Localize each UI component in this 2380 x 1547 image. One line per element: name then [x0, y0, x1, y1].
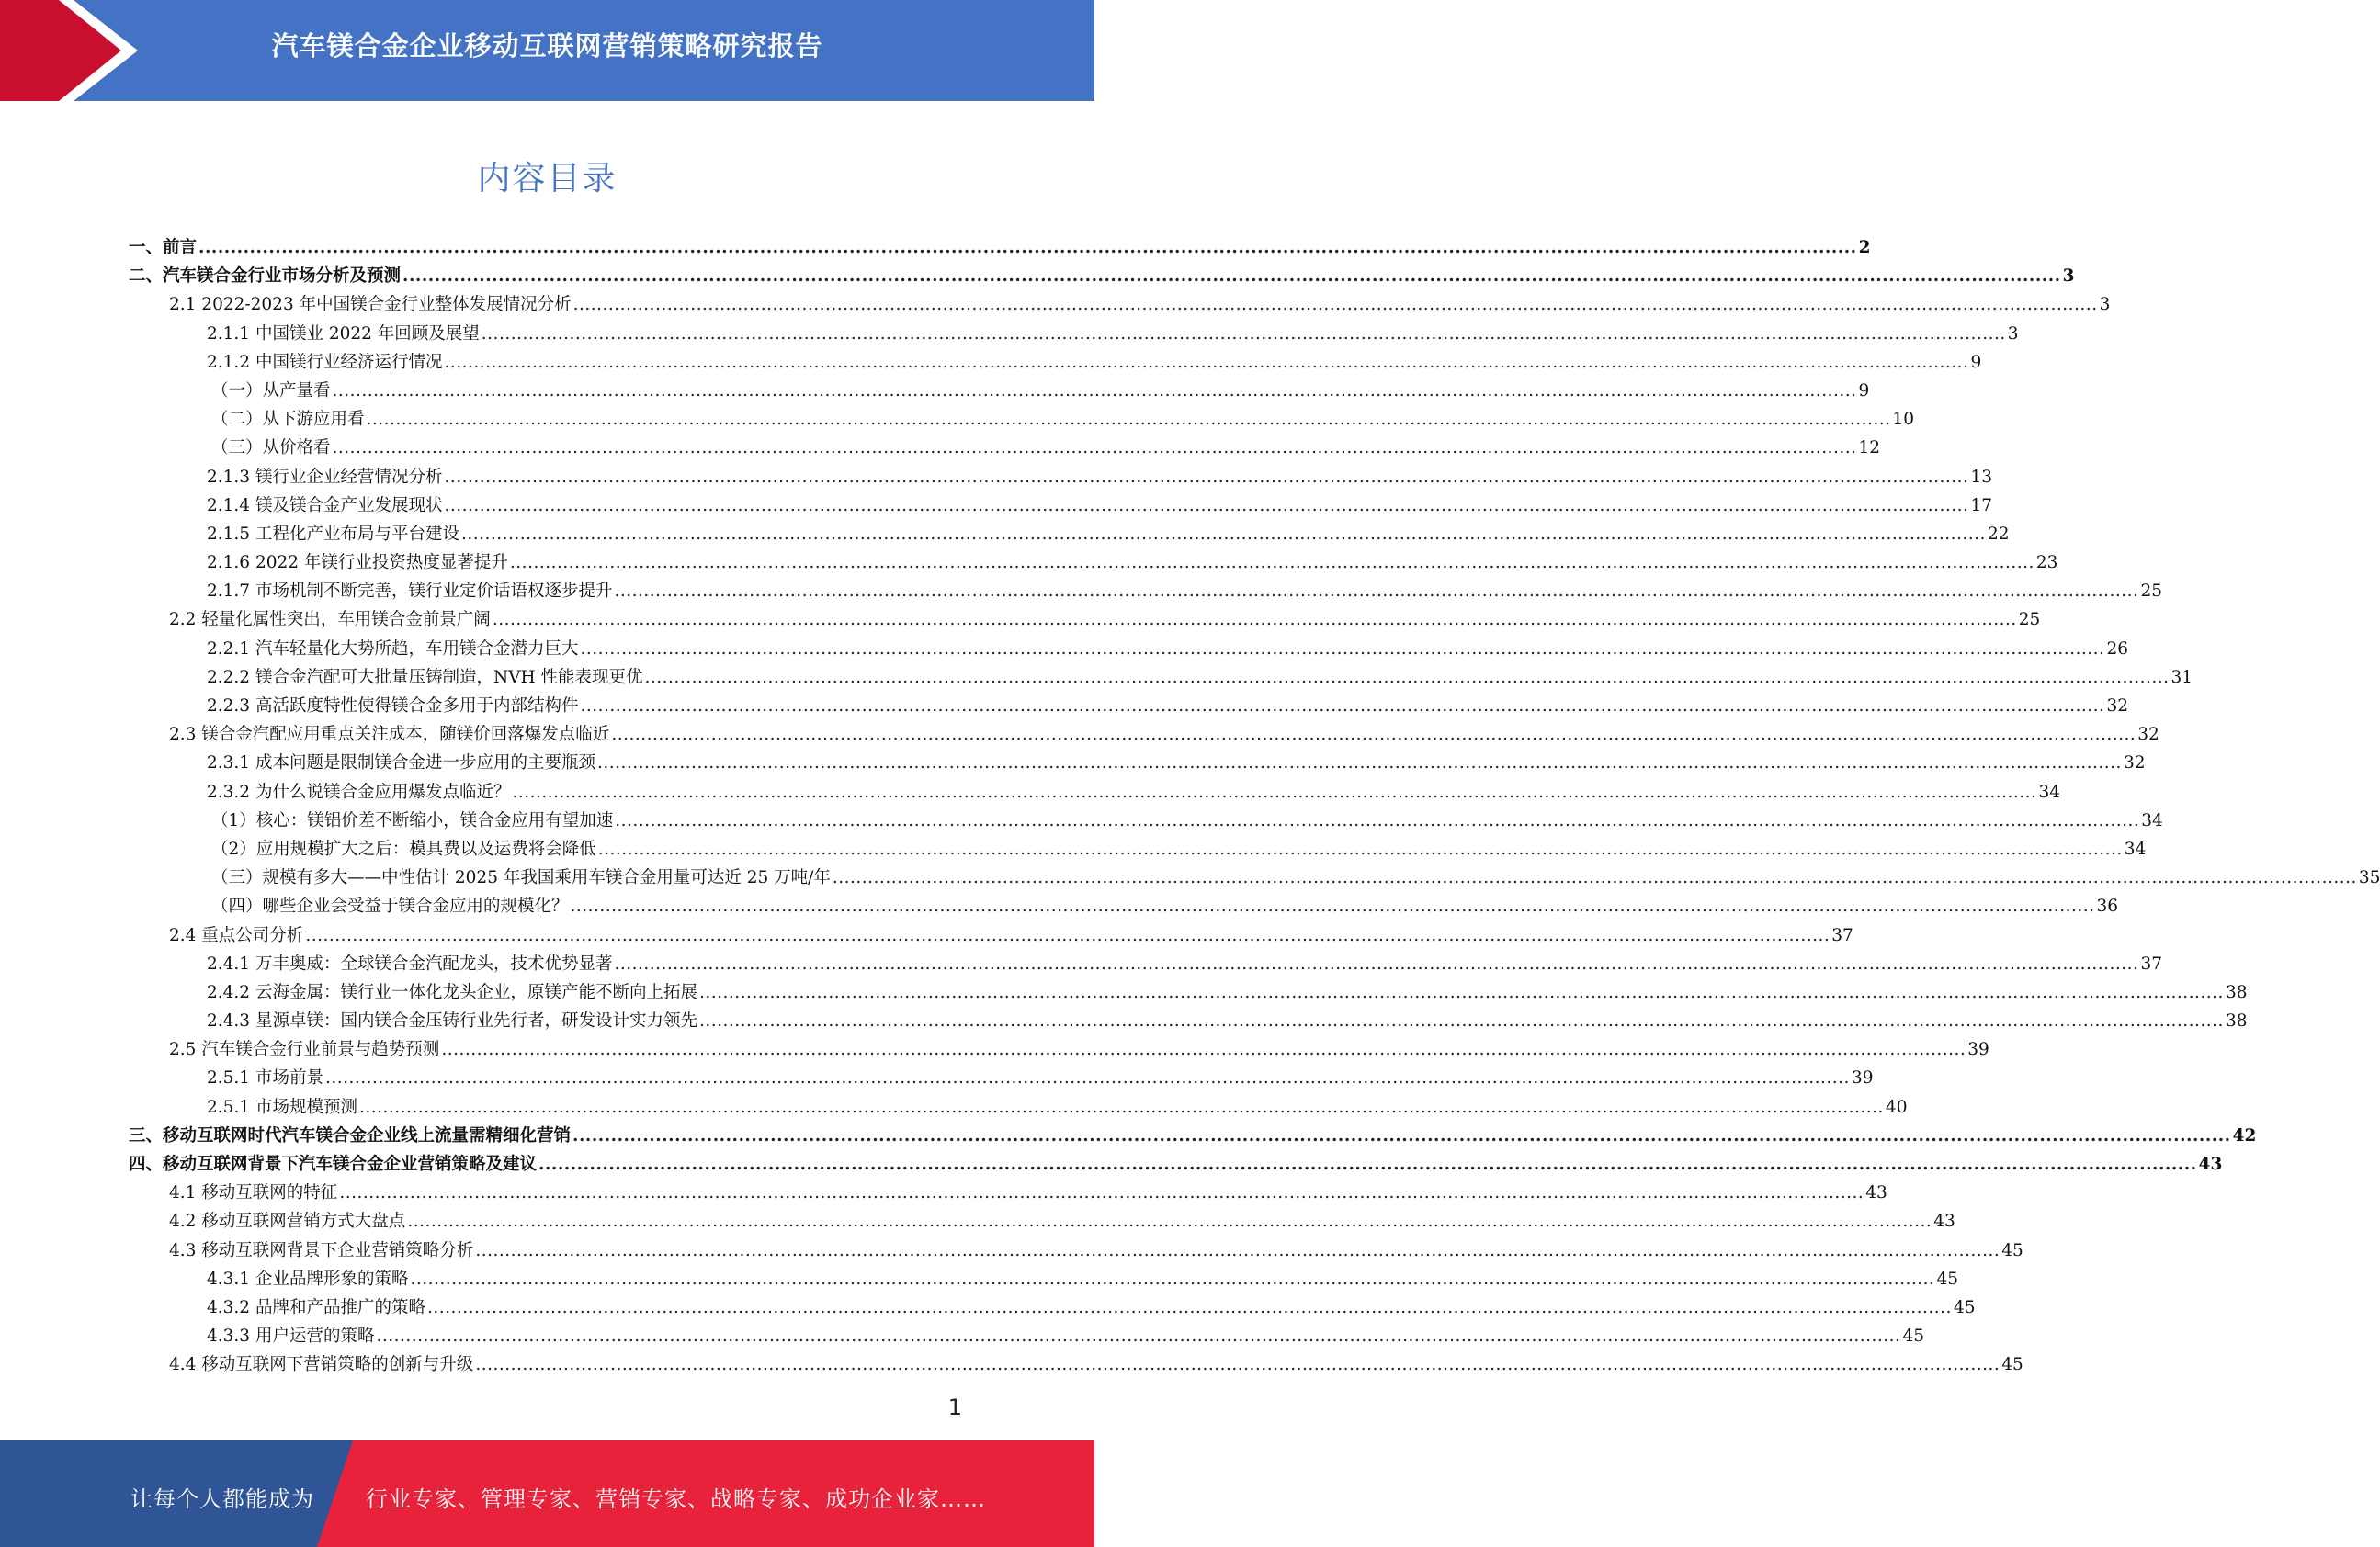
- toc-entry-label: 4.3.1 企业品牌形象的策略: [207, 1269, 409, 1289]
- toc-entry-label: 2.1.3 镁行业企业经营情况分析: [207, 467, 443, 487]
- toc-dot-leader: ....................................................................................................................................................................................................................................................................: [332, 438, 1857, 458]
- footer-slogan-right: 行业专家、管理专家、营销专家、战略专家、成功企业家……: [366, 1486, 986, 1512]
- toc-entry-label: 4.3.2 品牌和产品推广的策略: [207, 1297, 425, 1317]
- toc-entry-page: 38: [2225, 1011, 2248, 1032]
- toc-entry-page: 32: [2123, 753, 2146, 774]
- toc-dot-leader: ....................................................................................................................................................................................................................................................................: [492, 610, 2017, 630]
- toc-entry-page: 31: [2170, 667, 2193, 687]
- toc-entry-page: 25: [2140, 582, 2162, 602]
- toc-entry[interactable]: [129, 663, 2193, 692]
- page-header: [0, 0, 1094, 101]
- toc-entry[interactable]: [129, 1150, 2223, 1179]
- toc-entry-page: 32: [2137, 725, 2159, 745]
- toc-entry-label: 4.1 移动互联网的特征: [169, 1183, 338, 1203]
- toc-entry[interactable]: [129, 548, 2058, 577]
- toc-entry-label: 2.2.1 汽车轻量化大势所趋，车用镁合金潜力巨大: [207, 638, 579, 659]
- toc-dot-leader: ....................................................................................................................................................................................................................................................................: [410, 1269, 1935, 1289]
- toc-entry-label: 2.2.2 镁合金汽配可大批量压铸制造，NVH 性能表现更优: [207, 667, 643, 687]
- toc-entry-label: 2.3 镁合金汽配应用重点关注成本，随镁价回落爆发点临近: [169, 725, 610, 745]
- toc-entry-page: 12: [1858, 438, 1881, 458]
- toc-heading: 内容目录: [477, 160, 618, 198]
- toc-entry[interactable]: [129, 1093, 1908, 1122]
- toc-entry[interactable]: [129, 348, 1982, 377]
- toc-entry-page: 35: [2358, 868, 2380, 888]
- toc-dot-leader: ....................................................................................................................................................................................................................................................................: [572, 295, 2098, 315]
- toc-entry[interactable]: [129, 921, 1853, 950]
- toc-dot-leader: ....................................................................................................................................................................................................................................................................: [426, 1297, 1952, 1317]
- toc-entry-label: （1）核心：镁铝价差不断缩小，镁合金应用有望加速: [211, 810, 614, 830]
- toc-entry-label: 2.1.4 镁及镁合金产业发展现状: [207, 495, 443, 515]
- toc-entry-page: 39: [1967, 1040, 1989, 1060]
- toc-entry-label: （二）从下游应用看: [211, 410, 365, 430]
- toc-entry[interactable]: [129, 1293, 1976, 1322]
- toc-entry-page: 39: [1851, 1068, 1874, 1089]
- toc-entry[interactable]: [129, 434, 1881, 462]
- toc-entry-page: 43: [2198, 1155, 2223, 1174]
- toc-entry-label: 2.2.3 高活跃度特性使得镁合金多用于内部结构件: [207, 696, 579, 716]
- toc-entry-label: 二、汽车镁合金行业市场分析及预测: [129, 266, 402, 287]
- toc-dot-leader: ....................................................................................................................................................................................................................................................................: [444, 467, 1969, 487]
- toc-entry-page: 10: [1892, 410, 1915, 430]
- toc-dot-leader: ....................................................................................................................................................................................................................................................................: [698, 1011, 2224, 1032]
- page-footer: [0, 1440, 1094, 1547]
- toc-entry[interactable]: [129, 233, 1871, 262]
- toc-dot-leader: ....................................................................................................................................................................................................................................................................: [481, 323, 2006, 344]
- toc-entry[interactable]: [129, 463, 1992, 491]
- toc-entry-page: 17: [1970, 495, 1992, 515]
- toc-entry-label: （三）从价格看: [211, 438, 331, 458]
- toc-entry[interactable]: [129, 605, 2041, 634]
- toc-entry[interactable]: [129, 577, 2162, 605]
- toc-entry-label: 2.5 汽车镁合金行业前景与趋势预测: [169, 1040, 440, 1060]
- toc-dot-leader: ....................................................................................................................................................................................................................................................................: [580, 638, 2105, 659]
- toc-entry-label: （2）应用规模扩大之后：模具费以及运费将会降低: [211, 839, 596, 859]
- toc-entry[interactable]: [129, 978, 2248, 1007]
- toc-entry[interactable]: [129, 892, 2119, 920]
- toc-entry[interactable]: [129, 1179, 1887, 1207]
- toc-dot-leader: ....................................................................................................................................................................................................................................................................: [402, 266, 2061, 287]
- toc-entry-page: 43: [1933, 1212, 1955, 1232]
- toc-entry-page: 34: [2124, 839, 2147, 859]
- toc-entry-label: 2.4 重点公司分析: [169, 925, 304, 945]
- toc-entry[interactable]: [129, 950, 2162, 978]
- toc-entry-label: 2.1.6 2022 年镁行业投资热度显著提升: [207, 553, 508, 573]
- toc-dot-leader: ....................................................................................................................................................................................................................................................................: [441, 1040, 1966, 1060]
- toc-dot-leader: ....................................................................................................................................................................................................................................................................: [538, 1155, 2197, 1174]
- toc-entry-label: 2.3.1 成本问题是限制镁合金进一步应用的主要瓶颈: [207, 753, 595, 774]
- toc-entry-page: 34: [2038, 782, 2060, 802]
- toc-entry-page: 34: [2141, 810, 2163, 830]
- toc-entry[interactable]: [129, 807, 2163, 835]
- toc-dot-leader: ....................................................................................................................................................................................................................................................................: [475, 1240, 2000, 1260]
- toc-entry[interactable]: [129, 1265, 1958, 1293]
- toc-dot-leader: ....................................................................................................................................................................................................................................................................: [444, 352, 1969, 372]
- toc-dot-leader: ....................................................................................................................................................................................................................................................................: [611, 725, 2136, 745]
- toc-entry[interactable]: [129, 262, 2075, 290]
- toc-entry-page: 38: [2225, 982, 2248, 1002]
- toc-entry[interactable]: [129, 1035, 1989, 1064]
- toc-entry-page: 45: [1936, 1269, 1958, 1289]
- toc-entry-label: 4.4 移动互联网下营销策略的创新与升级: [169, 1355, 474, 1375]
- toc-entry[interactable]: [129, 491, 1992, 520]
- toc-entry-page: 3: [2007, 323, 2019, 344]
- toc-entry-page: 23: [2035, 553, 2058, 573]
- toc-entry-page: 25: [2018, 610, 2041, 630]
- toc-entry-label: 2.2 轻量化属性突出，车用镁合金前景广阔: [169, 610, 491, 630]
- toc-entry[interactable]: [129, 320, 2019, 348]
- toc-dot-leader: ....................................................................................................................................................................................................................................................................: [475, 1355, 2000, 1375]
- toc-dot-leader: ....................................................................................................................................................................................................................................................................: [376, 1327, 1901, 1347]
- toc-entry-page: 9: [1858, 380, 1870, 401]
- toc-entry[interactable]: [129, 1007, 2248, 1035]
- toc-entry-label: （三）规模有多大——中性估计 2025 年我国乘用车镁合金用量可达近 25 万吨/年: [211, 868, 831, 888]
- toc-entry-page: 45: [1953, 1297, 1976, 1317]
- toc-dot-leader: ....................................................................................................................................................................................................................................................................: [572, 1125, 2231, 1146]
- toc-entry-label: 一、前言: [129, 238, 198, 257]
- toc-entry-label: 2.5.1 市场前景: [207, 1068, 323, 1089]
- toc-entry[interactable]: [129, 778, 2060, 807]
- toc-entry[interactable]: [129, 635, 2128, 663]
- toc-dot-leader: ....................................................................................................................................................................................................................................................................: [614, 954, 2139, 974]
- toc-entry[interactable]: [129, 290, 2111, 319]
- toc-dot-leader: ....................................................................................................................................................................................................................................................................: [512, 782, 2037, 802]
- toc-dot-leader: ....................................................................................................................................................................................................................................................................: [597, 839, 2123, 859]
- toc-entry-page: 2: [1858, 238, 1871, 257]
- toc-entry-page: 43: [1865, 1183, 1887, 1203]
- toc-entry[interactable]: [129, 1322, 1924, 1350]
- toc-entry-label: 四、移动互联网背景下汽车镁合金企业营销策略及建议: [129, 1155, 538, 1174]
- toc-entry-label: 4.3 移动互联网背景下企业营销策略分析: [169, 1240, 474, 1260]
- toc-entry-page: 42: [2232, 1125, 2257, 1146]
- toc-entry[interactable]: [129, 405, 1915, 434]
- toc-entry-page: 37: [1831, 925, 1853, 945]
- toc-dot-leader: ....................................................................................................................................................................................................................................................................: [596, 753, 2122, 774]
- toc-entry-page: 3: [2062, 266, 2075, 287]
- toc-dot-leader: ....................................................................................................................................................................................................................................................................: [580, 696, 2105, 716]
- table-of-contents: [129, 233, 2380, 1380]
- toc-entry-page: 37: [2140, 954, 2162, 974]
- toc-entry[interactable]: [129, 692, 2128, 720]
- toc-entry-page: 9: [1970, 352, 1982, 372]
- toc-dot-leader: ....................................................................................................................................................................................................................................................................: [324, 1068, 1850, 1089]
- toc-dot-leader: ....................................................................................................................................................................................................................................................................: [615, 810, 2140, 830]
- toc-entry-page: 26: [2106, 638, 2128, 659]
- toc-dot-leader: ....................................................................................................................................................................................................................................................................: [570, 897, 2095, 917]
- toc-dot-leader: ....................................................................................................................................................................................................................................................................: [305, 925, 1830, 945]
- toc-dot-leader: ....................................................................................................................................................................................................................................................................: [698, 982, 2224, 1002]
- toc-entry-page: 3: [2099, 295, 2111, 315]
- toc-dot-leader: ....................................................................................................................................................................................................................................................................: [407, 1212, 1932, 1232]
- toc-entry[interactable]: [129, 720, 2159, 749]
- toc-entry[interactable]: [129, 749, 2146, 777]
- toc-entry[interactable]: [129, 835, 2147, 864]
- toc-entry-page: 36: [2096, 897, 2119, 917]
- toc-entry[interactable]: [129, 1064, 1874, 1092]
- toc-entry-label: 4.2 移动互联网营销方式大盘点: [169, 1212, 406, 1232]
- toc-entry-page: 45: [1902, 1327, 1924, 1347]
- toc-entry-page: 45: [2001, 1240, 2023, 1260]
- toc-dot-leader: ....................................................................................................................................................................................................................................................................: [444, 495, 1969, 515]
- toc-entry[interactable]: [129, 1236, 2023, 1265]
- toc-dot-leader: ....................................................................................................................................................................................................................................................................: [198, 238, 1857, 257]
- toc-entry-label: 2.1.7 市场机制不断完善，镁行业定价话语权逐步提升: [207, 582, 613, 602]
- toc-dot-leader: ....................................................................................................................................................................................................................................................................: [832, 868, 2357, 888]
- toc-dot-leader: ....................................................................................................................................................................................................................................................................: [644, 667, 2170, 687]
- toc-entry-label: 2.4.2 云海金属：镁行业一体化龙头企业，原镁产能不断向上拓展: [207, 982, 697, 1002]
- toc-dot-leader: ....................................................................................................................................................................................................................................................................: [339, 1183, 1864, 1203]
- toc-entry-label: （一）从产量看: [211, 380, 331, 401]
- toc-entry-label: 2.1.2 中国镁行业经济运行情况: [207, 352, 443, 372]
- toc-entry-label: 2.5.1 市场规模预测: [207, 1097, 357, 1117]
- toc-entry-label: 2.1 2022-2023 年中国镁合金行业整体发展情况分析: [169, 295, 572, 315]
- toc-entry-label: 2.1.1 中国镁业 2022 年回顾及展望: [207, 323, 480, 344]
- toc-entry-page: 45: [2001, 1355, 2023, 1375]
- toc-dot-leader: ....................................................................................................................................................................................................................................................................: [366, 410, 1891, 430]
- toc-dot-leader: ....................................................................................................................................................................................................................................................................: [332, 380, 1857, 401]
- toc-dot-leader: ....................................................................................................................................................................................................................................................................: [614, 582, 2139, 602]
- toc-entry[interactable]: [129, 520, 2010, 548]
- toc-entry[interactable]: [129, 377, 1870, 405]
- page-number: 1: [947, 1395, 962, 1420]
- toc-entry[interactable]: [129, 1350, 2023, 1379]
- toc-entry-label: 2.4.3 星源卓镁：国内镁合金压铸行业先行者，研发设计实力领先: [207, 1011, 697, 1032]
- toc-entry-page: 13: [1970, 467, 1992, 487]
- toc-entry[interactable]: [129, 864, 2380, 892]
- toc-entry-label: 2.4.1 万丰奥威：全球镁合金汽配龙头，技术优势显著: [207, 954, 613, 974]
- toc-entry-label: 4.3.3 用户运营的策略: [207, 1327, 375, 1347]
- toc-entry[interactable]: [129, 1122, 2257, 1150]
- toc-entry-label: （四）哪些企业会受益于镁合金应用的规模化？: [211, 897, 569, 917]
- toc-entry[interactable]: [129, 1207, 1955, 1236]
- toc-dot-leader: ....................................................................................................................................................................................................................................................................: [358, 1097, 1884, 1117]
- toc-dot-leader: ....................................................................................................................................................................................................................................................................: [460, 524, 1986, 544]
- toc-entry-label: 2.3.2 为什么说镁合金应用爆发点临近？: [207, 782, 511, 802]
- toc-entry-label: 三、移动互联网时代汽车镁合金企业线上流量需精细化营销: [129, 1125, 572, 1146]
- footer-slogan-left: 让每个人都能成为: [130, 1486, 314, 1512]
- report-title: 汽车镁合金企业移动互联网营销策略研究报告: [271, 30, 823, 62]
- toc-entry-label: 2.1.5 工程化产业布局与平台建设: [207, 524, 459, 544]
- toc-dot-leader: ....................................................................................................................................................................................................................................................................: [509, 553, 2034, 573]
- toc-entry-page: 32: [2106, 696, 2128, 716]
- toc-entry-page: 22: [1987, 524, 2010, 544]
- toc-entry-page: 40: [1885, 1097, 1908, 1117]
